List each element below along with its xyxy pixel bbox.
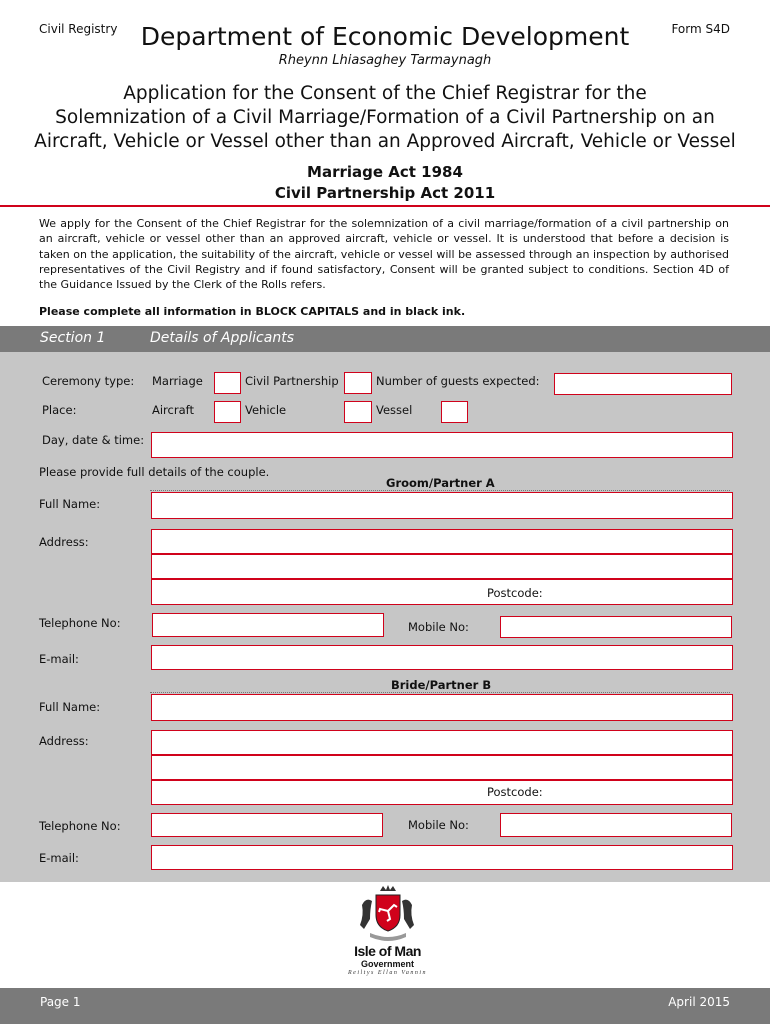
vehicle-label: Vehicle: [245, 403, 287, 417]
crest-icon: [340, 885, 435, 945]
logo-subtitle: Government: [360, 959, 414, 969]
isle-of-man-logo: [340, 885, 435, 980]
guests-input[interactable]: [554, 373, 732, 395]
partner-b-fullname-label: Full Name:: [39, 700, 101, 714]
act-line: Civil Partnership Act 2011: [274, 184, 496, 202]
partner-b-address-line1[interactable]: [151, 730, 733, 755]
aircraft-label: Aircraft: [152, 403, 194, 417]
page-number: Page 1: [40, 995, 81, 1009]
title-line: Application for the Consent of the Chief Registrar for the: [123, 83, 647, 104]
dotted-divider: [150, 490, 730, 491]
couple-note: Please provide full details of the couple.: [39, 465, 270, 479]
partner-b-fullname-input[interactable]: [151, 694, 733, 721]
partner-a-fullname-label: Full Name:: [39, 497, 101, 511]
place-label: Place:: [42, 403, 77, 417]
department-subtitle: Rheynn Lhiasaghey Tarmaynagh: [278, 53, 492, 68]
logo-title: Isle of Man: [354, 943, 421, 959]
divider: [0, 205, 770, 207]
partner-b-address-label: Address:: [39, 734, 89, 748]
partner-a-address-label: Address:: [39, 535, 89, 549]
partner-a-address-line1[interactable]: [151, 529, 733, 554]
partner-a-mobile-label: Mobile No:: [408, 620, 469, 634]
partner-a-heading: Groom/Partner A: [386, 476, 495, 490]
footer-bar: [0, 988, 770, 1024]
partner-b-mobile-label: Mobile No:: [408, 818, 469, 832]
dotted-divider: [150, 692, 730, 693]
partner-b-telephone-input[interactable]: [151, 813, 383, 837]
civil-partnership-label: Civil Partnership: [245, 374, 339, 388]
application-title: [20, 82, 750, 154]
partner-a-fullname-input[interactable]: [151, 492, 733, 519]
partner-b-address-line2[interactable]: [151, 755, 733, 780]
partner-a-address-line3[interactable]: [151, 579, 733, 605]
partner-b-heading: Bride/Partner B: [391, 678, 492, 692]
partner-b-email-input[interactable]: [151, 845, 733, 870]
logo-tagline: Reiltys Ellan Vannin: [348, 970, 427, 976]
section-header: [0, 326, 770, 352]
partner-a-telephone-input[interactable]: [152, 613, 384, 637]
aircraft-checkbox[interactable]: [214, 401, 241, 423]
civil-partnership-checkbox[interactable]: [344, 372, 372, 394]
act-line: Marriage Act 1984: [307, 163, 463, 181]
title-line: Aircraft, Vehicle or Vessel other than an Approved Aircraft, Vehicle or Vessel: [34, 131, 736, 152]
partner-b-address-line3[interactable]: [151, 780, 733, 805]
guests-label: Number of guests expected:: [376, 374, 540, 388]
acts: [0, 162, 770, 204]
form-number: Form S4D: [671, 22, 730, 36]
partner-b-email-label: E-mail:: [39, 851, 79, 865]
vehicle-checkbox[interactable]: [344, 401, 372, 423]
marriage-label: Marriage: [152, 374, 203, 388]
partner-b-telephone-label: Telephone No:: [39, 819, 121, 833]
footer-date: April 2015: [668, 995, 730, 1009]
section-title: Details of Applicants: [150, 330, 294, 346]
vessel-checkbox[interactable]: [441, 401, 468, 423]
vessel-label: Vessel: [376, 403, 413, 417]
partner-a-address-line2[interactable]: [151, 554, 733, 579]
department-title: Department of Economic Development: [140, 22, 630, 51]
partner-a-mobile-input[interactable]: [500, 616, 732, 638]
datetime-label: Day, date & time:: [42, 433, 145, 447]
section-number: Section 1: [40, 330, 106, 346]
partner-a-telephone-label: Telephone No:: [39, 616, 121, 630]
partner-a-postcode-label: Postcode:: [487, 586, 543, 600]
title-line: Solemnization of a Civil Marriage/Formation of a Civil Partnership on an: [55, 107, 715, 128]
datetime-input[interactable]: [151, 432, 733, 458]
ceremony-type-label: Ceremony type:: [42, 374, 135, 388]
intro-paragraph: We apply for the Consent of the Chief Registrar for the solemnization of a civil marriage/formation of a civil partnership on an aircraft, vehicle or vessel other than an approved aircraft, vehicle or vessel. It is understood that before a decision is taken on the application, the suitability of the aircraft, vehicle or vessel will be assessed through an inspection by authorised representatives of the Civil Registry and if found satisfactory, Consent will be granted subject to conditions. Section 4D of the Guidance Issued by the Clerk of the Rolls refers.: [39, 217, 729, 292]
partner-b-postcode-label: Postcode:: [487, 785, 543, 799]
marriage-checkbox[interactable]: [214, 372, 241, 394]
partner-b-mobile-input[interactable]: [500, 813, 732, 837]
partner-a-email-input[interactable]: [151, 645, 733, 670]
header-left: Civil Registry: [39, 22, 118, 36]
partner-a-email-label: E-mail:: [39, 652, 79, 666]
instruction-note: Please complete all information in BLOCK CAPITALS and in black ink.: [39, 305, 466, 318]
